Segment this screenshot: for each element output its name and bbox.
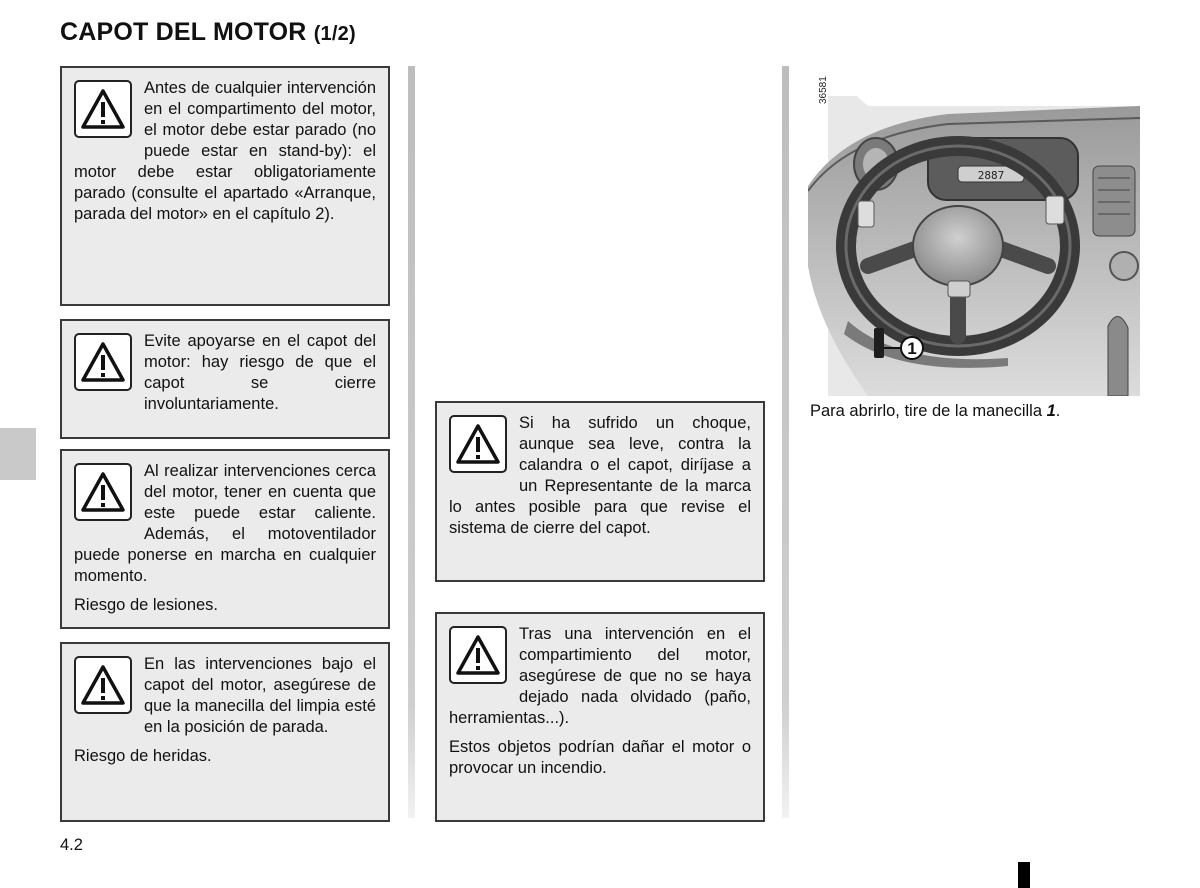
warning-triangle-icon [74,333,132,391]
hood-release-handle [874,328,884,358]
page-title [60,18,356,47]
warning-text: Riesgo de heridas. [74,747,212,765]
warning-triangle-icon [74,80,132,138]
caption-ref: 1 [1046,402,1056,420]
warning-text: En las intervenciones bajo el capot del motor, asegúrese de que la manecilla del limpia esté en la posición de parada. [144,655,376,736]
column-divider-right [782,66,789,818]
chapter-tab [0,428,36,480]
warning-text: Tras una intervención en el compartimiento del motor, asegúrese de que no se haya dejado nada olvidado (paño, herramientas...). [449,625,751,727]
warning-box [60,642,390,822]
warning-box [60,319,390,439]
figure-reference: 36581 [818,76,829,104]
dashboard-illustration [808,66,1140,396]
warning-text: Riesgo de lesiones. [74,596,219,614]
warning-box [60,66,390,306]
callout-label: 1 [907,339,917,358]
warning-box [435,401,765,582]
caption-text: Para abrirlo, tire de la manecilla [810,402,1047,420]
dashboard-figure [808,66,1140,396]
warning-text: Si ha sufrido un choque, aunque sea leve, contra la calandra o el capot, diríjase a un Representante de la marca lo antes posible para que revise el sistema de cierre del capot. [449,414,751,537]
print-mark [1018,862,1030,888]
page-number: 4.2 [60,836,83,854]
warning-text: Al realizar intervenciones cerca del motor, tener en cuenta que este puede estar caliente. Además, el motoventilador puede ponerse en marcha en cualquier momento. [74,462,376,585]
caption-end: . [1055,402,1061,420]
warning-triangle-icon [74,656,132,714]
column-divider-left [408,66,415,818]
warning-text: Antes de cualquier intervención en el compartimento del motor, el motor debe estar parado (no puede estar en stand-by): el motor debe estar obligatoriamente parado (consulte el apartado «Arranque, parada del motor» en el capítulo 2). [74,79,376,223]
warning-text: Estos objetos podrían dañar el motor o provocar un incendio. [449,738,751,777]
warning-triangle-icon [449,415,507,473]
warning-text: Evite apoyarse en el capot del motor: hay riesgo de que el capot se cierre involuntariamente. [144,332,376,413]
warning-triangle-icon [449,626,507,684]
warning-triangle-icon [74,463,132,521]
warning-box [435,612,765,822]
warning-box [60,449,390,629]
odometer-reading: 2887 [977,169,1005,182]
title-main: CAPOT DEL MOTOR [60,18,307,46]
title-suffix: (1/2) [313,23,356,45]
figure-caption [810,402,1060,421]
